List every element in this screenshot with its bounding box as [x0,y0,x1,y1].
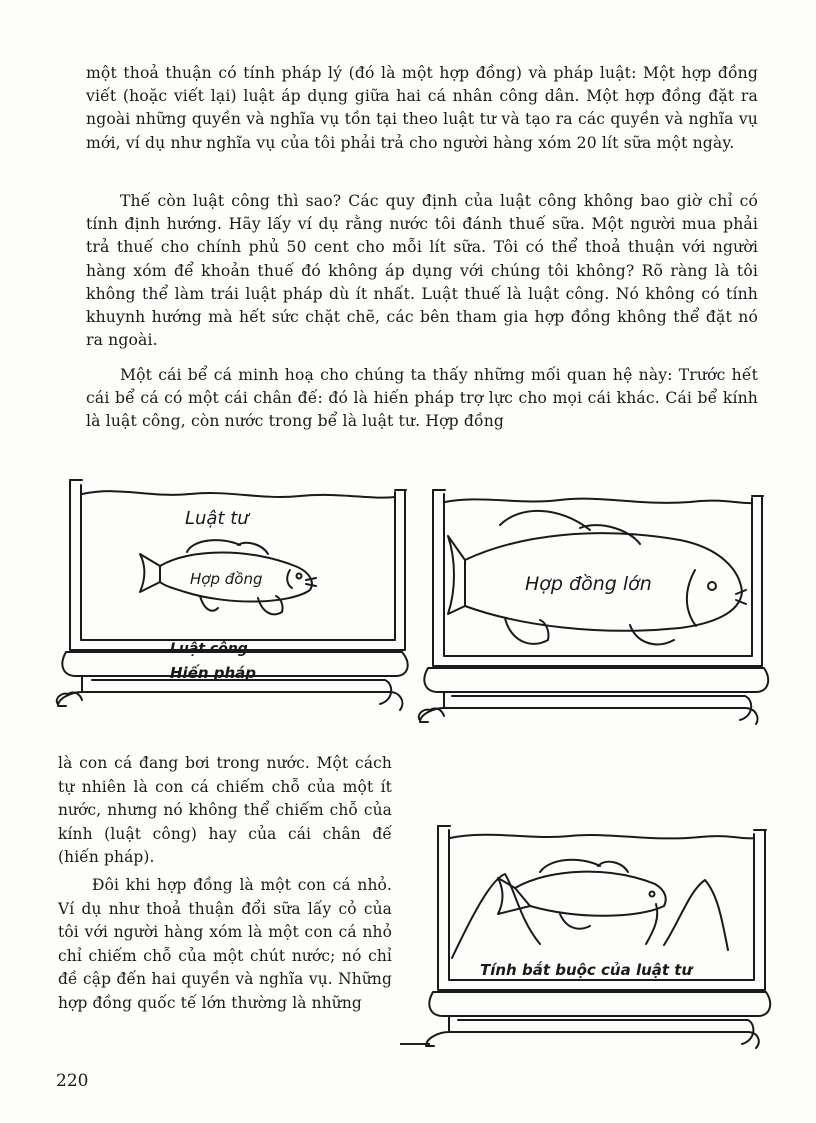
rock-left [452,874,540,958]
page-number: 220 [56,1071,89,1091]
label-contract: Hợp đồng [190,570,263,588]
label-big-contract: Hợp đồng lớn [525,573,652,595]
paragraph-2: Thế còn luật công thì sao? Các quy định của luật công không bao giờ chỉ có tính định hướng. Hãy lấy ví dụ rằng nước tôi đánh thuế sữa. Một người mua phải trả thuế cho chính phủ 50 cent cho mỗi lít sữa. Tôi có thể thoả thuận với người hàng xóm để khoản thuế đó không áp dụng với chúng tôi không? Rõ ràng là tôi không thể làm trái luật pháp dù ít nhất. Luật thuế là luật công. Nó không có tính khuynh hướng mà hết sức chặt chẽ, các bên tham gia hợp đồng không thể đặt nó ra ngoài. [86,192,758,350]
label-binding-private-law: Tính bắt buộc của luật tư [480,961,693,979]
rock-right [664,880,728,950]
paragraph-5: Đôi khi hợp đồng là một con cá nhỏ. Ví dụ như thoả thuận đổi sữa lấy cỏ của tôi với người hàng xóm là một con cá nhỏ chỉ chiếm chỗ của một chút nước; nó chỉ đề cập đến hai quyền và nghĩa vụ. Những hợp đồng quốc tế lớn thường là những [58,876,392,1012]
paragraph-3: Một cái bể cá minh hoạ cho chúng ta thấy những mối quan hệ này: Trước hết cái bể cá có một cái chân đế: đó là hiến pháp trợ lực cho mọi cái khác. Cái bể kính là luật công, còn nước trong bể là luật tư. Hợp đồng [86,366,758,431]
paragraph-1: một thoả thuận có tính pháp lý (đó là một hợp đồng) và pháp luật: Một hợp đồng viết (hoặc viết lại) luật áp dụng giữa hai cá nhân công dân. Một hợp đồng đặt ra ngoài những quyền và nghĩa vụ tồn tại theo luật tư và tạo ra các quyền và nghĩa vụ mới, ví dụ như nghĩa vụ của tôi phải trả cho người hàng xóm 20 lít sữa một ngày. [86,64,758,152]
decorative-rule [400,1043,430,1045]
tank-large-fish [419,490,768,724]
label-constitution: Hiến pháp [170,664,257,682]
tank-with-rocks [426,826,770,1048]
label-public-law: Luật công [170,641,248,657]
tank-1-glass [70,480,405,650]
paragraph-4: là con cá đang bơi trong nước. Một cách tự nhiên là con cá chiếm chỗ của một ít nước, nhưng nó không thể chiếm chỗ của kính (luật công) hay của cái chân đế (hiến pháp). [58,754,392,867]
fish-3 [515,872,666,916]
label-private-law: Luật tư [185,508,249,529]
